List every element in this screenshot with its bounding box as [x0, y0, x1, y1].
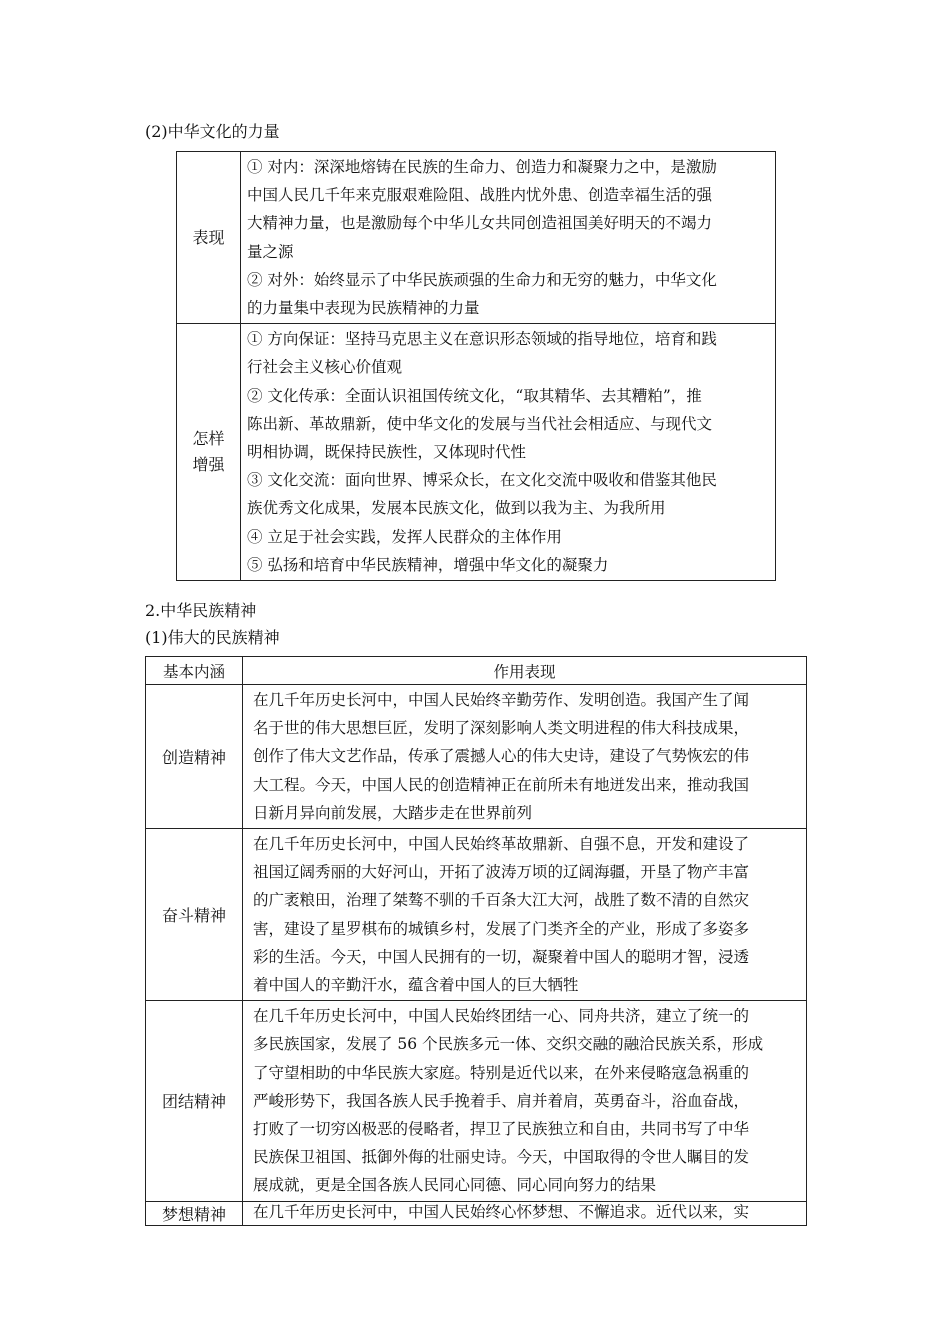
- content-line: 打败了一切穷凶极恶的侵略者，捍卫了民族独立和自由，共同书写了中华: [253, 1120, 750, 1139]
- content-line: 了守望相助的中华民族大家庭。特别是近代以来，在外来侵略寇急祸重的: [253, 1063, 750, 1082]
- content-line: 日新月异向前发展，大踏步走在世界前列: [253, 803, 533, 822]
- section-heading-culture-power: (2)中华文化的力量: [145, 122, 280, 141]
- content-line: 名于世的伟大思想巨匠，发明了深刻影响人类文明进程的伟大科技成果，: [253, 719, 750, 738]
- content-line: ② 文化传承：全面认识祖国传统文化，“取其精华、去其糟粕”，推: [247, 386, 702, 405]
- row-content-creative-spirit: [243, 685, 807, 829]
- content-line: ④ 立足于社会实践，发挥人民群众的主体作用: [247, 527, 562, 546]
- national-spirit-table: [145, 656, 807, 1226]
- row-label-creative-spirit: 创造精神: [146, 685, 243, 829]
- content-line: 大精神力量，也是激励每个中华儿女共同创造祖国美好明天的不竭力: [247, 214, 713, 233]
- content-line: 在几千年历史长河中，中国人民始终团结一心、同舟共济，建立了统一的: [253, 1007, 750, 1026]
- table-row: [177, 324, 776, 581]
- content-line: 祖国辽阔秀丽的大好河山，开拓了波涛万顷的辽阔海疆，开垦了物产丰富: [253, 863, 750, 882]
- content-line: 中国人民几千年来克服艰难险阻、战胜内忧外患、创造幸福生活的强: [247, 186, 713, 205]
- row-label-striving-spirit: 奋斗精神: [146, 829, 243, 1001]
- content-line: 在几千年历史长河中，中国人民始终革故鼎新、自强不息，开发和建设了: [253, 835, 750, 854]
- row-content-how-to-strengthen: [241, 324, 776, 581]
- row-content-manifestation: [241, 152, 776, 324]
- content-line: 大工程。今天，中国人民的创造精神正在前所未有地迸发出来，推动我国: [253, 775, 750, 794]
- content-line: 创作了伟大文艺作品，传承了震撼人心的伟大史诗，建设了气势恢宏的伟: [253, 747, 750, 766]
- content-line: 族优秀文化成果，发展本民族文化，做到以我为主、为我所用: [247, 499, 666, 518]
- content-line: ① 方向保证：坚持马克思主义在意识形态领域的指导地位，培育和践: [247, 330, 717, 349]
- content-line: 着中国人的辛勤汗水，蕴含着中国人的巨大牺牲: [253, 976, 579, 995]
- row-label-how-to-strengthen: [177, 324, 241, 581]
- table-row: [146, 829, 807, 1001]
- table-row: [146, 1001, 807, 1201]
- row-label-manifestation: 表现: [177, 152, 241, 324]
- content-line: 陈出新、革故鼎新，使中华文化的发展与当代社会相适应、与现代文: [247, 414, 713, 433]
- content-line: 严峻形势下，我国各族人民手挽着手、肩并着肩，英勇奋斗，浴血奋战，: [253, 1091, 750, 1110]
- table-header-row: [146, 657, 807, 685]
- row-label-unity-spirit: 团结精神: [146, 1001, 243, 1201]
- row-label-dream-spirit: 梦想精神: [146, 1201, 243, 1225]
- label-line: 增强: [192, 455, 225, 475]
- subsection-heading-great-spirit: (1)伟大的民族精神: [145, 628, 280, 647]
- content-line: 多民族国家，发展了 56 个民族多元一体、交织交融的融洽民族关系，形成: [253, 1035, 764, 1054]
- table-row: [146, 685, 807, 829]
- content-line: 量之源: [247, 242, 294, 261]
- content-line: 明相协调，既保持民族性，又体现时代性: [247, 443, 527, 462]
- content-line: 的力量集中表现为民族精神的力量: [247, 299, 480, 318]
- row-content-striving-spirit: [243, 829, 807, 1001]
- culture-power-table: [176, 151, 776, 581]
- content-line: 的广袤粮田，治理了桀骜不驯的千百条大江大河，战胜了数不清的自然灾: [253, 891, 750, 910]
- content-line: 在几千年历史长河中，中国人民始终心怀梦想、不懈追求。近代以来，实: [253, 1202, 750, 1221]
- row-content-dream-spirit: [243, 1201, 807, 1225]
- content-line: ⑤ 弘扬和培育中华民族精神，增强中华文化的凝聚力: [247, 555, 609, 574]
- content-line: 在几千年历史长河中，中国人民始终辛勤劳作、发明创造。我国产生了闻: [253, 691, 750, 709]
- content-line: 民族保卫祖国、抵御外侮的壮丽史诗。今天，中国取得的令世人瞩目的发: [253, 1148, 750, 1167]
- content-line: 展成就，更是全国各族人民同心同德、同心同向努力的结果: [253, 1176, 657, 1195]
- content-line: ① 对内：深深地熔铸在民族的生命力、创造力和凝聚力之中，是激励: [247, 158, 717, 176]
- column-header-effect: 作用表现: [243, 657, 807, 685]
- label-line: 怎样: [192, 429, 225, 449]
- section-heading-national-spirit: 2.中华民族精神: [145, 601, 257, 620]
- content-line: 害，建设了星罗棋布的城镇乡村，发展了门类齐全的产业，形成了多姿多: [253, 919, 750, 938]
- table-row: [177, 152, 776, 324]
- row-content-unity-spirit: [243, 1001, 807, 1201]
- table-row: [146, 1201, 807, 1225]
- content-line: ③ 文化交流：面向世界、博采众长，在文化交流中吸收和借鉴其他民: [247, 471, 717, 490]
- content-line: 行社会主义核心价值观: [247, 358, 403, 377]
- content-line: ② 对外：始终显示了中华民族顽强的生命力和无穷的魅力，中华文化: [247, 270, 717, 289]
- column-header-connotation: 基本内涵: [146, 657, 243, 685]
- content-line: 彩的生活。今天，中国人民拥有的一切，凝聚着中国人的聪明才智，浸透: [253, 947, 750, 966]
